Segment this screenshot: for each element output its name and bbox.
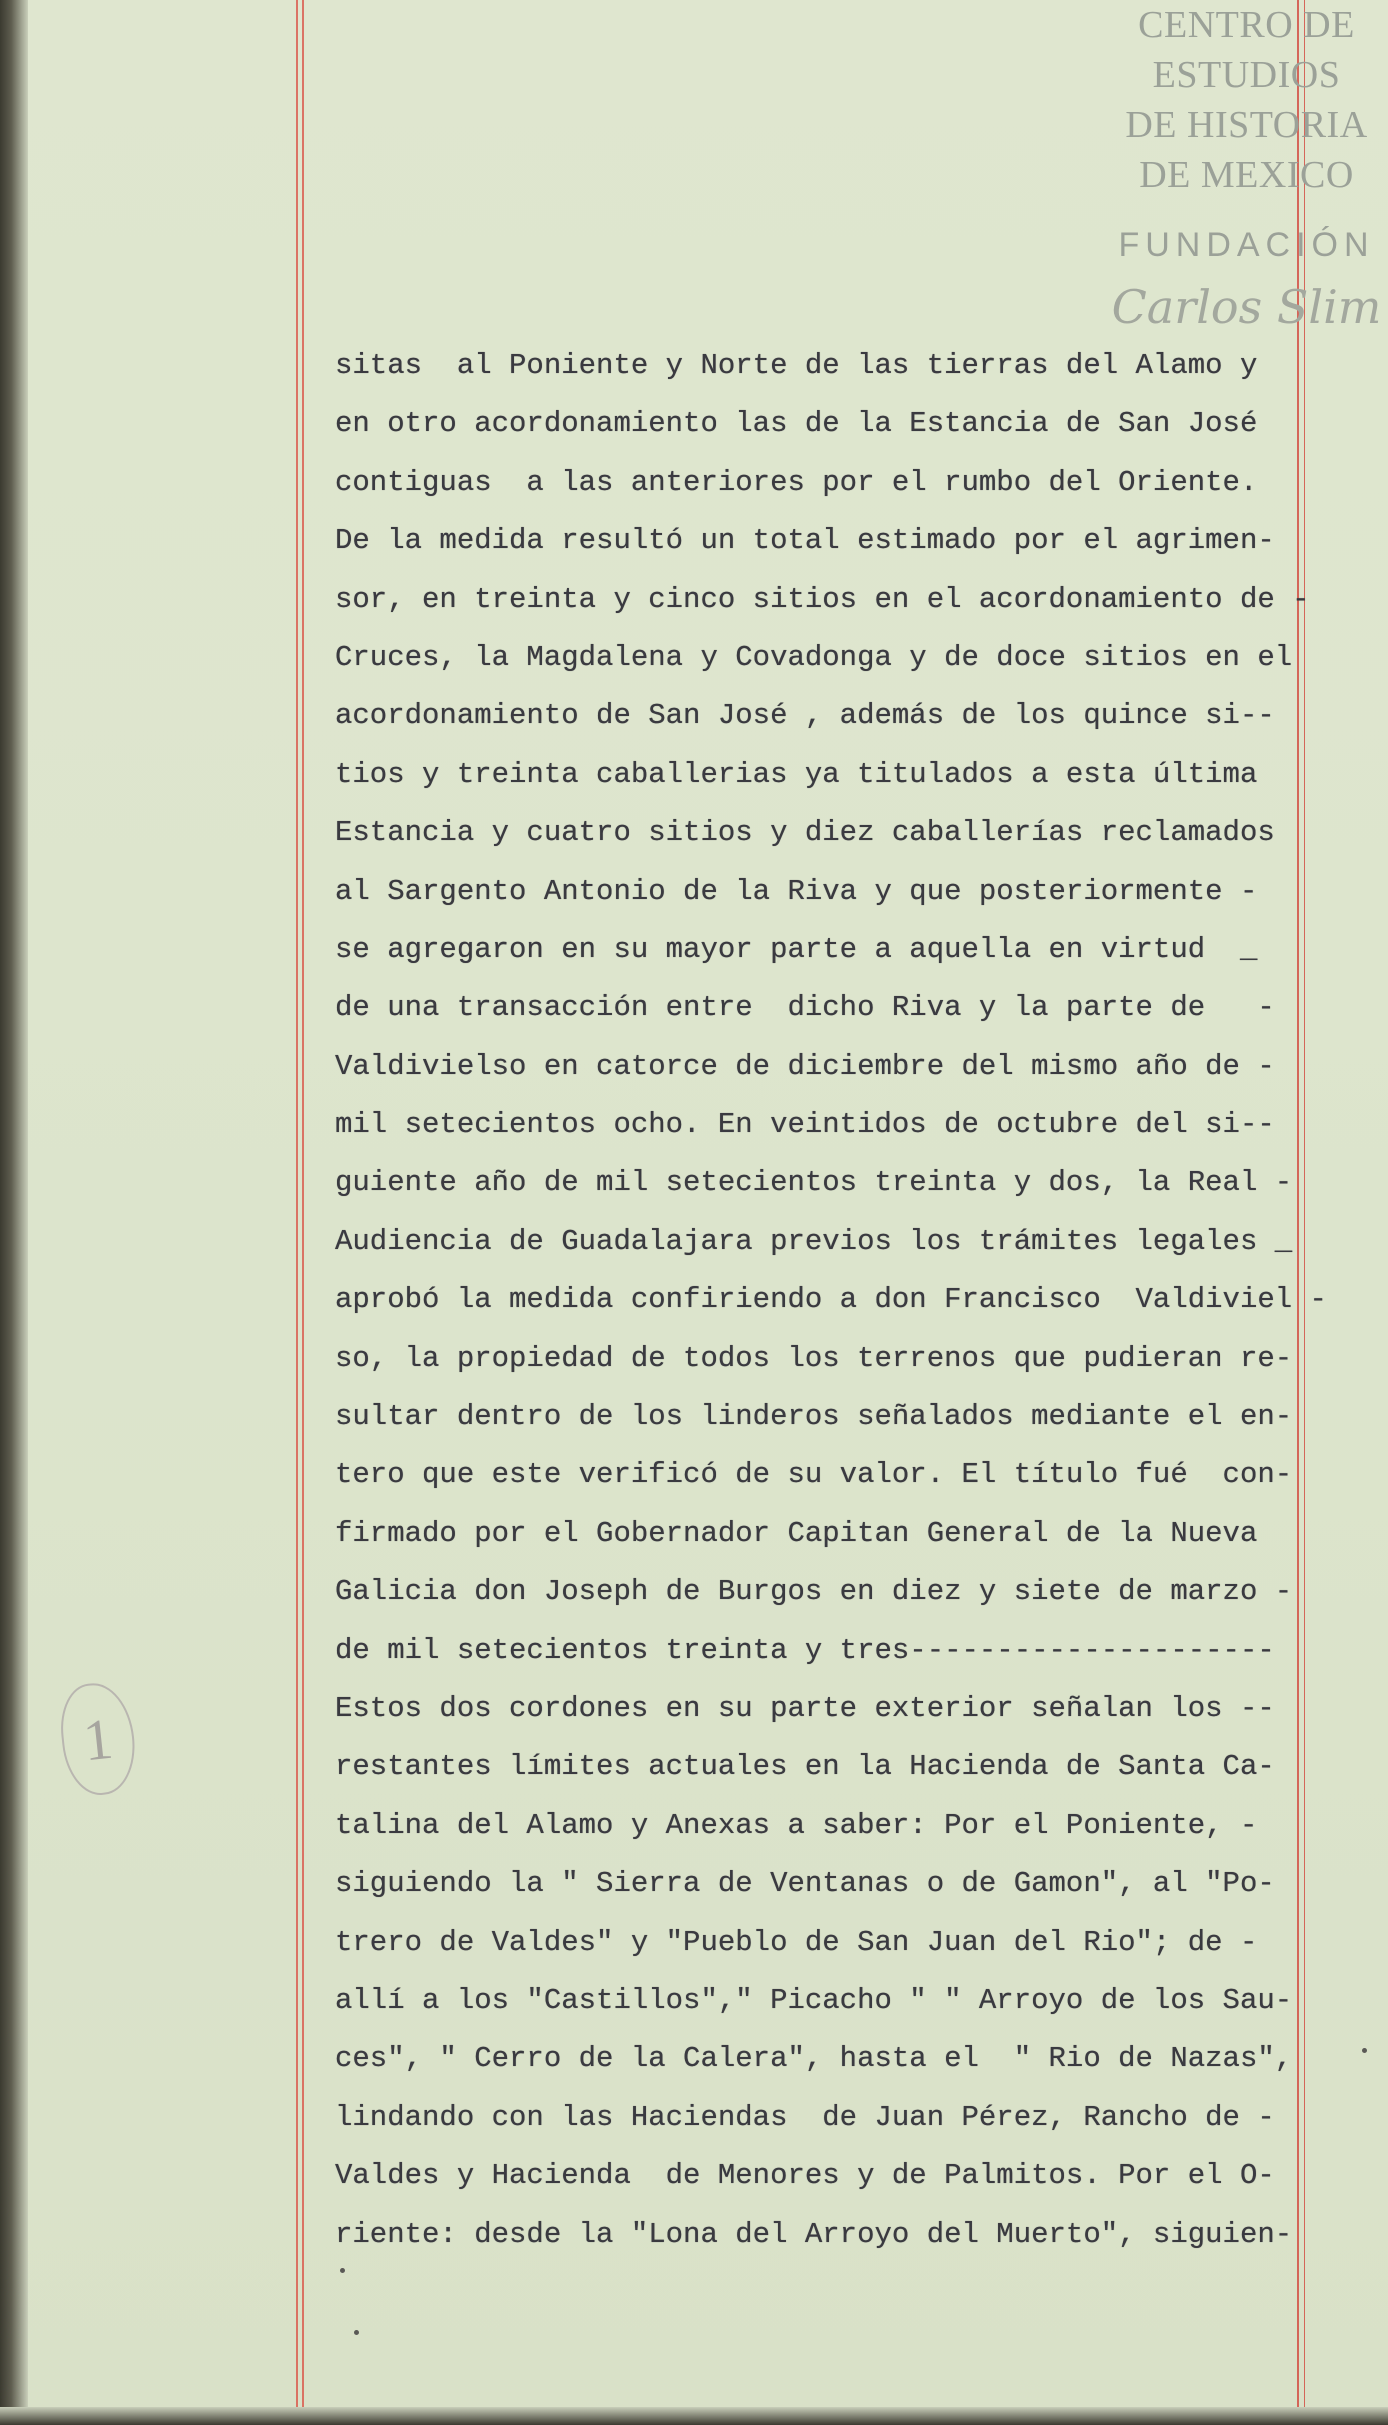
text-line: Cruces, la Magdalena y Covadonga y de doce sitios en el — [335, 640, 1293, 674]
text-line: sor, en treinta y cinco sitios en el acordonamiento de - — [335, 582, 1310, 616]
text-line: contiguas a las anteriores por el rumbo del Oriente. — [335, 465, 1258, 499]
left-margin-rule — [296, 0, 298, 2425]
text-line: mil setecientos ocho. En veintidos de octubre del si-- — [335, 1108, 1275, 1142]
paper-speck — [1362, 2048, 1367, 2053]
watermark-signature: Carlos Slim — [1111, 280, 1382, 334]
margin-number-text: 1 — [80, 1705, 116, 1773]
text-line: lindando con las Haciendas de Juan Pérez, Rancho de - — [335, 2100, 1275, 2134]
text-line: Galicia don Joseph de Burgos en diez y siete de marzo - — [335, 1575, 1293, 1609]
page-bottom-edge-shadow — [0, 2407, 1388, 2425]
left-margin-rule-inner — [302, 0, 304, 2425]
text-line: tero que este verificó de su valor. El título fué con- — [335, 1458, 1293, 1492]
text-line: so, la propiedad de todos los terrenos que pudieran re- — [335, 1341, 1293, 1375]
text-line: acordonamiento de San José , además de los quince si-- — [335, 699, 1275, 733]
text-line: Valdivielso en catorce de diciembre del mismo año de - — [335, 1049, 1275, 1083]
text-line: de mil setecientos treinta y tres--------------------- — [335, 1633, 1275, 1667]
text-line: se agregaron en su mayor parte a aquella en virtud _ — [335, 932, 1258, 966]
watermark-foundation: FUNDACIÓN — [1118, 226, 1375, 264]
paper-speck — [340, 2268, 345, 2273]
text-line: allí a los "Castillos"," Picacho " " Arroyo de los Sau- — [335, 1983, 1293, 2017]
text-line: de una transacción entre dicho Riva y la parte de - — [335, 991, 1275, 1025]
text-line: en otro acordonamiento las de la Estancia de San José — [335, 407, 1258, 441]
text-line: tios y treinta caballerias ya titulados a esta última — [335, 757, 1258, 791]
text-line: aprobó la medida confiriendo a don Francisco Valdiviel - — [335, 1283, 1327, 1317]
text-line: Valdes y Hacienda de Menores y de Palmitos. Por el O- — [335, 2159, 1275, 2193]
paper-speck — [354, 2330, 359, 2335]
text-line: De la medida resultó un total estimado por el agrimen- — [335, 524, 1275, 558]
handwritten-margin-number — [56, 1680, 139, 1799]
text-line: guiente año de mil setecientos treinta y dos, la Real - — [335, 1166, 1293, 1200]
text-line: Audiencia de Guadalajara previos los trámites legales _ — [335, 1224, 1293, 1258]
text-line: trero de Valdes" y "Pueblo de San Juan del Rio"; de - — [335, 1925, 1258, 1959]
text-line: sultar dentro de los linderos señalados mediante el en- — [335, 1400, 1293, 1434]
text-line: ces", " Cerro de la Calera", hasta el " Rio de Nazas", — [335, 2042, 1293, 2076]
text-line: al Sargento Antonio de la Riva y que posteriormente - — [335, 874, 1258, 908]
watermark-line-4: DE MEXICO — [1139, 154, 1354, 196]
text-line: riente: desde la "Lona del Arroyo del Muerto", siguien- — [335, 2217, 1293, 2251]
watermark-line-2: ESTUDIOS — [1152, 54, 1341, 96]
typed-body-text — [335, 337, 1327, 2264]
page-left-edge-shadow — [0, 0, 28, 2425]
text-line: Estos dos cordones en su parte exterior señalan los -- — [335, 1691, 1275, 1725]
archive-watermark — [1105, 0, 1388, 345]
watermark-line-1: CENTRO DE — [1138, 4, 1355, 46]
text-line: talina del Alamo y Anexas a saber: Por el Poniente, - — [335, 1808, 1258, 1842]
watermark-line-3: DE HISTORIA — [1125, 104, 1368, 146]
text-line: firmado por el Gobernador Capitan General de la Nueva — [335, 1516, 1258, 1550]
text-line: siguiendo la " Sierra de Ventanas o de Gamon", al "Po- — [335, 1867, 1275, 1901]
text-line: restantes límites actuales en la Hacienda de Santa Ca- — [335, 1750, 1275, 1784]
text-line: Estancia y cuatro sitios y diez caballerías reclamados — [335, 816, 1275, 850]
text-line: sitas al Poniente y Norte de las tierras del Alamo y — [335, 349, 1258, 382]
